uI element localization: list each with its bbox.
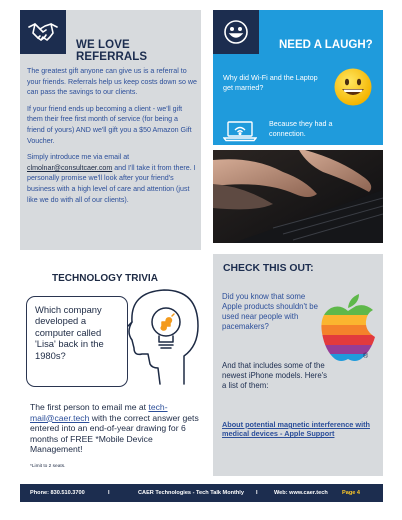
referrals-paragraph-3 bbox=[27, 152, 197, 205]
trivia-title: TECHNOLOGY TRIVIA bbox=[52, 273, 158, 284]
check-this-out-card bbox=[213, 254, 383, 476]
trivia-limit-note: *Limit to 2 seats. bbox=[30, 464, 66, 469]
rainbow-apple-logo-icon bbox=[319, 293, 377, 367]
referrals-body bbox=[27, 66, 197, 211]
trivia-prize-text: with the correct answer gets entered into an end-of-year drawing for 6 months of FREE *Mobile Device Management! bbox=[30, 412, 199, 455]
footer-website-link[interactable]: Web: www.caer.tech bbox=[274, 490, 328, 496]
referrals-paragraph-2: If your friend ends up becoming a client - we'll gift them their free first month of service (for being a friend of yours) AND we'll gift you a $50 Amazon Gift Voucher. bbox=[27, 104, 192, 145]
trivia-contest-text bbox=[30, 402, 202, 455]
check-paragraph-1: Did you know that some Apple products shouldn't be used near people with pacemakers? bbox=[222, 292, 318, 331]
trivia-email-link[interactable]: tech-mail@caer.tech bbox=[30, 402, 168, 423]
check-title: CHECK THIS OUT: bbox=[223, 263, 314, 274]
referral-email-link[interactable]: clmolnar@consultcaer.com bbox=[27, 163, 113, 172]
trivia-question-bubble: Which company developed a computer called 'Lisa' back in the 1980s? bbox=[26, 296, 128, 387]
footer-separator-2: I bbox=[256, 490, 258, 496]
footer-separator-1: I bbox=[108, 490, 110, 496]
referrals-intro-text: Simply introduce me via email at bbox=[27, 153, 130, 162]
hands-typing-on-laptop-photo bbox=[213, 150, 383, 243]
smiley-icon bbox=[223, 19, 249, 45]
laptop-wifi-icon bbox=[223, 120, 257, 142]
laugh-card bbox=[213, 10, 383, 145]
registered-trademark-symbol: ® bbox=[363, 353, 369, 360]
head-with-puzzle-lightbulb-icon bbox=[126, 288, 202, 386]
referrals-card bbox=[20, 10, 201, 250]
joke-answer: Because they had a connection. bbox=[269, 119, 333, 138]
joke-question: Why did Wi-Fi and the Laptop get married? bbox=[223, 73, 318, 92]
referrals-closing-text: and I'll take it from there. I personally promise we'll look after your friend's business with a high level of care and attention (just like we do with all of our clients). bbox=[27, 163, 196, 204]
page-footer bbox=[20, 484, 383, 502]
apple-support-link[interactable]: About potential magnetic interference with medical devices - Apple Support bbox=[222, 420, 370, 439]
handshake-icon bbox=[28, 20, 58, 44]
trivia-intro-text: The first person to email me at bbox=[30, 402, 149, 412]
footer-phone: Phone: 830.510.3700 bbox=[30, 490, 85, 496]
referrals-title: WE LOVE REFERRALS bbox=[76, 39, 148, 63]
footer-page-number: Page 4 bbox=[342, 490, 361, 496]
footer-company: CAER Technologies - Tech Talk Monthly bbox=[138, 490, 244, 496]
referrals-paragraph-1: The greatest gift anyone can give us is a referral to your friends. Referrals help us keep costs down so we can pass the savings to our clients. bbox=[27, 67, 197, 97]
smiley-icon-tile bbox=[213, 10, 259, 54]
check-paragraph-2: And that includes some of the newest iPhone models. Here's a list of them: bbox=[222, 361, 328, 390]
grinning-emoji-icon bbox=[333, 67, 373, 107]
handshake-icon-tile bbox=[20, 10, 66, 54]
laugh-title: NEED A LAUGH? bbox=[279, 39, 373, 51]
photo-illustration bbox=[213, 150, 383, 243]
